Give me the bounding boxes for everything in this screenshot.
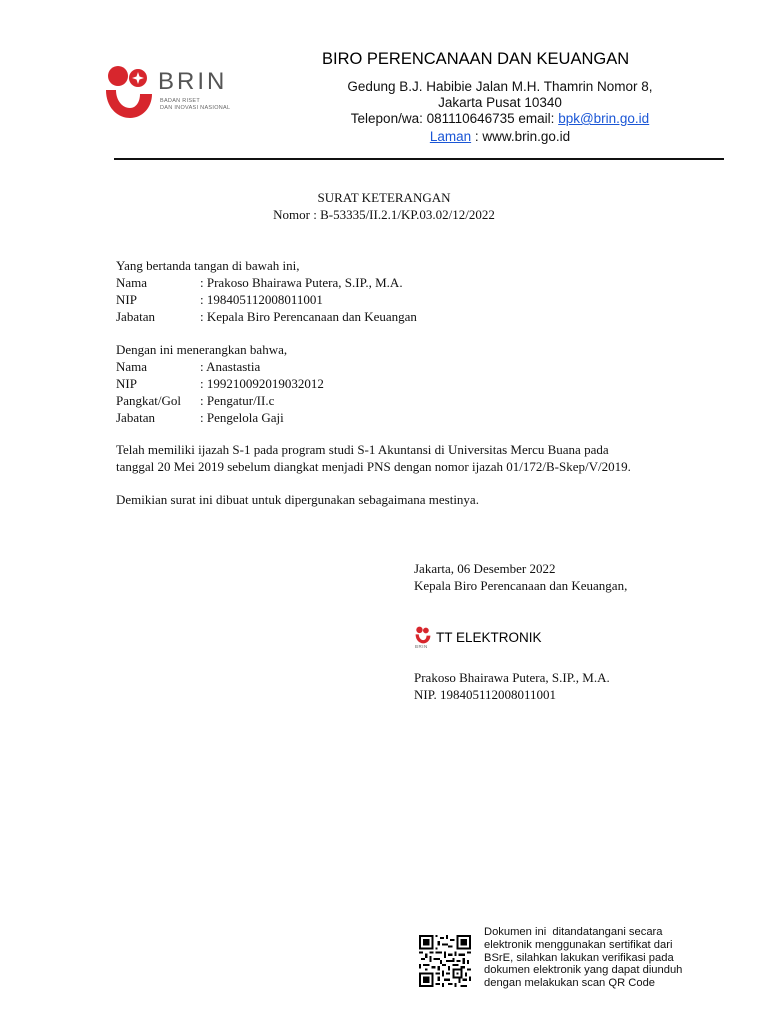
logo-subtitle-line2: DAN INOVASI NASIONAL — [160, 105, 231, 111]
signer-name-value: : Prakoso Bhairawa Putera, S.IP., M.A. — [200, 275, 403, 290]
intro-text: Yang bertanda tangan di bawah ini, — [116, 258, 300, 273]
subject-name-label: Nama — [116, 359, 148, 374]
brin-logo-icon — [104, 64, 154, 120]
web-link[interactable]: Laman — [429, 129, 472, 144]
subject-nip-row — [116, 376, 324, 392]
subject-name-row — [116, 359, 260, 375]
contact-prefix: Telepon/wa: 081110646735 email: — [350, 111, 559, 126]
subject-position-row — [116, 410, 284, 426]
signer-position-closing: Kepala Biro Perencanaan dan Keuangan, — [414, 578, 628, 593]
closing-text: Demikian surat ini dibuat untuk dipergunakan sebagaimana mestinya. — [116, 492, 479, 507]
subject-rank-label: Pangkat/Gol — [116, 393, 181, 408]
verification-note-line5: dengan melakukan scan QR Code — [484, 977, 656, 990]
contact-line — [300, 111, 700, 127]
subject-name-value: : Anastastia — [200, 359, 261, 374]
signer-name-label: Nama — [116, 275, 148, 290]
signer-position-row — [116, 309, 417, 325]
subject-nip-label: NIP — [116, 376, 137, 391]
org-title: BIRO PERENCANAAN DAN KEUANGAN — [322, 50, 630, 68]
statement-line-2: tanggal 20 Mei 2019 sebelum diangkat menjadi PNS dengan nomor ijazah 01/172/B-Skep/V/2019. — [116, 459, 631, 474]
signer-position-label: Jabatan — [116, 309, 155, 324]
place-date: Jakarta, 06 Desember 2022 — [414, 561, 556, 576]
address-line-2: Jakarta Pusat 10340 — [438, 95, 562, 110]
logo-wordmark: BRIN — [158, 68, 228, 95]
address-line-1: Gedung B.J. Habibie Jalan M.H. Thamrin Nomor 8, — [347, 79, 653, 94]
signer-name-closing: Prakoso Bhairawa Putera, S.IP., M.A. — [414, 670, 610, 685]
email-link[interactable]: bpk@brin.go.id — [558, 111, 650, 126]
signer-nip-closing: NIP. 198405112008011001 — [414, 687, 557, 702]
subject-nip-value: : 199210092019032012 — [200, 376, 324, 391]
subject-position-value: : Pengelola Gaji — [200, 410, 284, 425]
subject-rank-value: : Pengatur/II.c — [200, 393, 275, 408]
declare-text: Dengan ini menerangkan bahwa, — [116, 342, 288, 357]
letter-title: SURAT KETERANGAN — [317, 190, 451, 205]
brin-small-logo-icon — [414, 626, 432, 644]
verification-note-line2: elektronik menggunakan sertifikat dari — [484, 938, 673, 951]
stamp-sub-label: BRIN — [415, 644, 428, 649]
header-divider — [114, 158, 724, 160]
web-url: : www.brin.go.id — [471, 129, 571, 144]
verification-note-line4: dokumen elektronik yang dapat diunduh — [484, 964, 683, 977]
signer-nip-value: : 198405112008011001 — [200, 292, 323, 307]
verification-note-line1: Dokumen ini ditandatangani secara — [484, 926, 663, 938]
verification-note — [484, 926, 724, 990]
verification-note-line3: BSrE, silahkan lakukan verifikasi pada — [484, 951, 674, 964]
stamp-label: TT ELEKTRONIK — [436, 630, 542, 645]
signer-name-row — [116, 275, 403, 291]
statement-line-1: Telah memiliki ijazah S-1 pada program studi S-1 Akuntansi di Universitas Mercu Buana pada — [116, 442, 609, 457]
brin-logo — [104, 64, 244, 122]
signer-nip-label: NIP — [116, 292, 137, 307]
logo-subtitle — [160, 98, 230, 112]
letter-number: Nomor : B-53335/II.2.1/KP.03.02/12/2022 — [273, 207, 495, 222]
qr-code-icon[interactable] — [419, 935, 471, 987]
signer-nip-row — [116, 292, 323, 308]
subject-position-label: Jabatan — [116, 410, 155, 425]
web-line — [300, 129, 700, 145]
signer-position-value: : Kepala Biro Perencanaan dan Keuangan — [200, 309, 417, 324]
subject-rank-row — [116, 393, 274, 409]
logo-subtitle-line1: BADAN RISET — [160, 98, 200, 104]
